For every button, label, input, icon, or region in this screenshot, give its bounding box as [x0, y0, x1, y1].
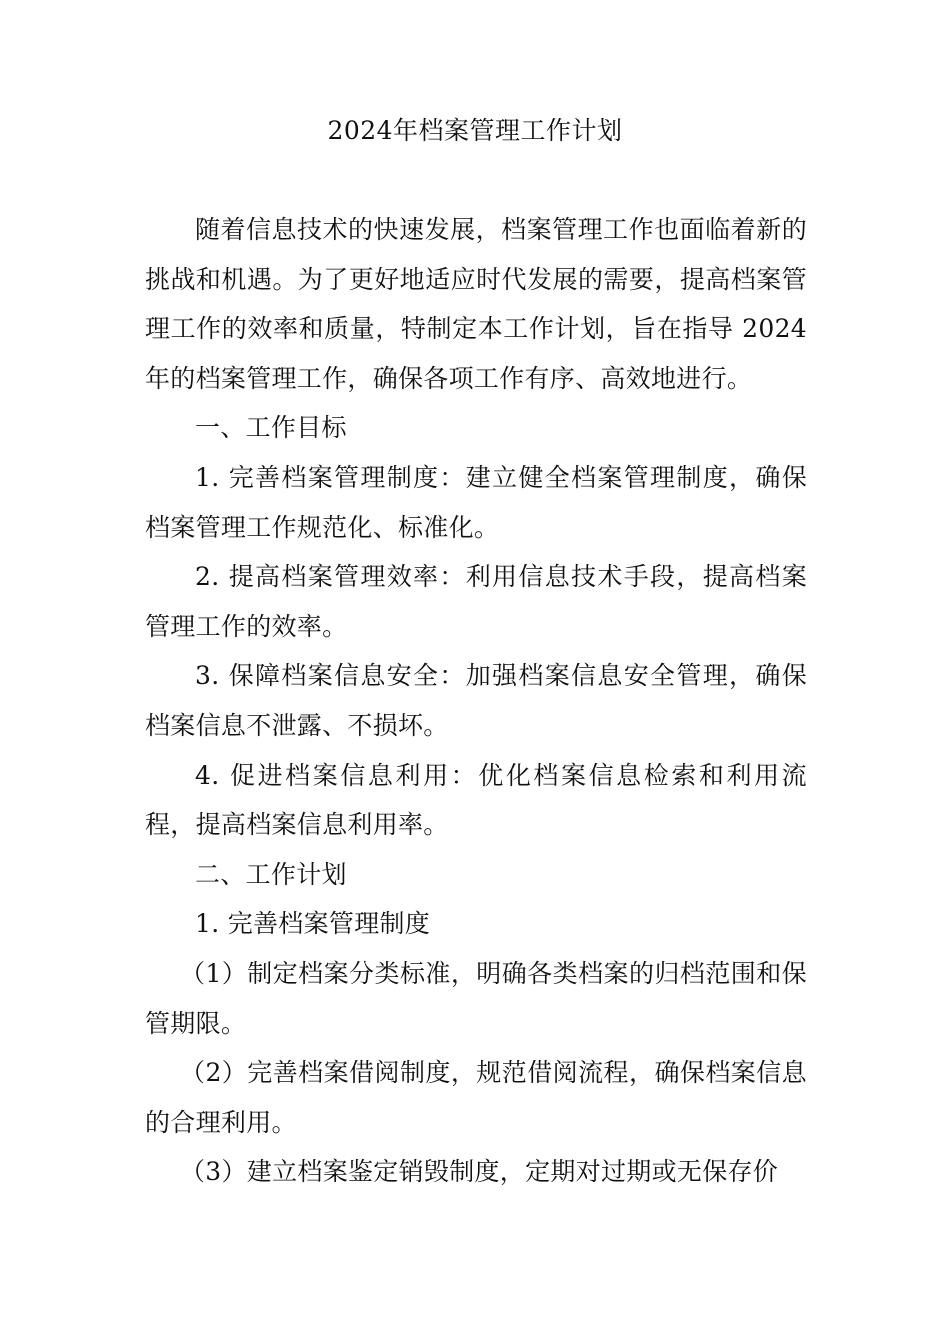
plan-item-1-heading: 1. 完善档案管理制度	[195, 909, 431, 939]
section-heading-plan: 二、工作计划	[195, 859, 347, 889]
plan-subitem-1: （1）制定档案分类标准，明确各类档案的归档范围和保管期限。	[145, 958, 807, 1038]
section-heading-goals: 一、工作目标	[195, 413, 347, 443]
goal-item-4: 4. 促进档案信息利用：优化档案信息检索和利用流程，提高档案信息利用率。	[145, 760, 807, 840]
intro-paragraph: 随着信息技术的快速发展，档案管理工作也面临着新的挑战和机遇。为了更好地适应时代发展的需要，提高档案管理工作的效率和质量，特制定本工作计划，旨在指导 2024年的档案管理工作，确保各项工作有序、高效地进行。	[145, 215, 807, 393]
plan-subitem-2: （2）完善档案借阅制度，规范借阅流程，确保档案信息的合理利用。	[145, 1058, 807, 1137]
plan-subitem-3: （3）建立档案鉴定销毁制度，定期对过期或无保存价	[180, 1157, 779, 1187]
goal-item-1: 1. 完善档案管理制度：建立健全档案管理制度，确保档案管理工作规范化、标准化。	[145, 462, 807, 542]
goal-item-3: 3. 保障档案信息安全：加强档案信息安全管理，确保档案信息不泄露、不损坏。	[145, 661, 807, 740]
document-title: 2024年档案管理工作计划	[327, 116, 623, 145]
goal-item-2: 2. 提高档案管理效率：利用信息技术手段，提高档案管理工作的效率。	[145, 562, 807, 641]
document-body	[145, 205, 807, 1197]
